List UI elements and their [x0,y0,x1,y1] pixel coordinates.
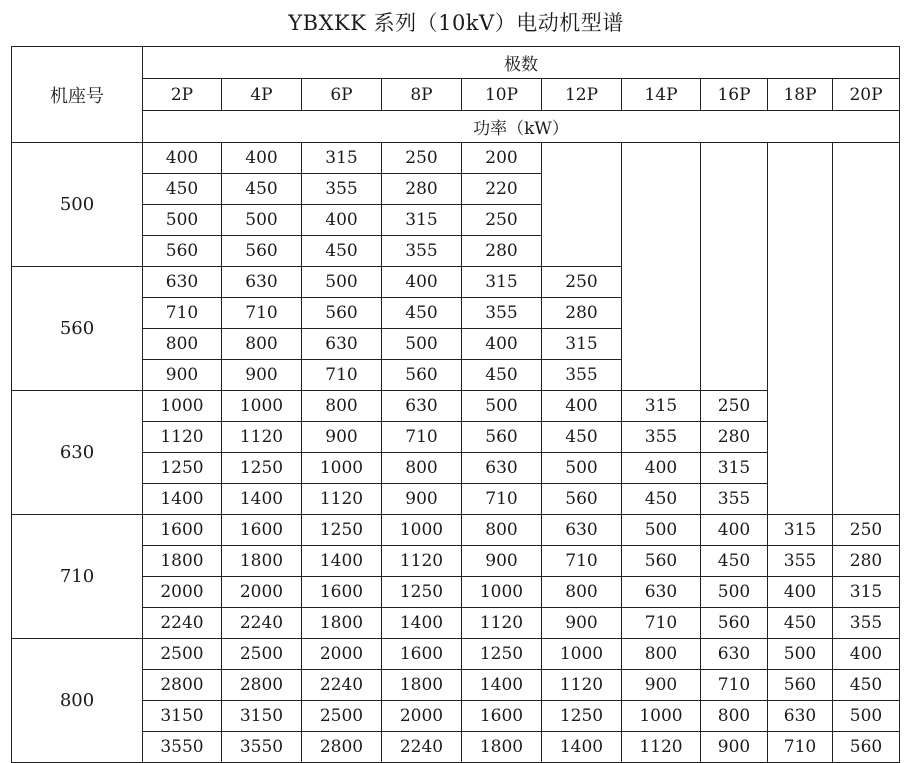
power-value-cell: 2240 [143,608,222,639]
power-value-cell: 1400 [222,484,302,515]
power-value-cell: 355 [462,298,542,329]
empty-cell [542,174,622,205]
power-value-cell: 1000 [462,577,542,608]
power-value-cell: 280 [833,546,900,577]
empty-cell [833,329,900,360]
pole-header-18p: 18P [768,79,833,111]
empty-cell [768,484,833,515]
pole-header-20p: 20P [833,79,900,111]
power-value-cell: 710 [222,298,302,329]
pole-header-8p: 8P [382,79,462,111]
table-row [12,484,900,515]
power-value-cell: 315 [768,515,833,546]
power-value-cell: 450 [143,174,222,205]
header-row-poles [12,79,900,111]
power-value-cell: 500 [143,205,222,236]
pole-header-14p: 14P [622,79,701,111]
power-value-cell: 800 [701,701,768,732]
power-value-cell: 315 [701,453,768,484]
power-value-cell: 315 [382,205,462,236]
table-row [12,360,900,391]
power-value-cell: 315 [542,329,622,360]
power-value-cell: 710 [768,732,833,763]
power-value-cell: 1400 [302,546,382,577]
power-value-cell: 800 [302,391,382,422]
power-value-cell: 2240 [382,732,462,763]
empty-cell [622,267,701,298]
power-value-cell: 1600 [222,515,302,546]
power-value-cell: 315 [302,143,382,174]
empty-cell [833,205,900,236]
power-value-cell: 1120 [542,670,622,701]
power-value-cell: 710 [462,484,542,515]
power-value-cell: 1000 [382,515,462,546]
power-value-cell: 220 [462,174,542,205]
empty-cell [701,298,768,329]
empty-cell [701,174,768,205]
power-value-cell: 630 [768,701,833,732]
power-value-cell: 560 [143,236,222,267]
empty-cell [768,205,833,236]
power-value-cell: 560 [462,422,542,453]
poles-header: 极数 [143,47,900,79]
empty-cell [768,174,833,205]
power-value-cell: 250 [382,143,462,174]
power-value-cell: 1250 [462,639,542,670]
power-value-cell: 3150 [222,701,302,732]
table-row [12,453,900,484]
power-value-cell: 560 [768,670,833,701]
empty-cell [768,360,833,391]
power-value-cell: 2500 [143,639,222,670]
power-value-cell: 1120 [462,608,542,639]
power-value-cell: 900 [462,546,542,577]
empty-cell [833,298,900,329]
power-value-cell: 315 [462,267,542,298]
power-value-cell: 500 [701,577,768,608]
empty-cell [833,360,900,391]
power-value-cell: 1800 [222,546,302,577]
power-value-cell: 500 [302,267,382,298]
empty-cell [622,174,701,205]
header-row-power-label [12,111,900,143]
table-row [12,329,900,360]
power-value-cell: 900 [382,484,462,515]
empty-cell [622,360,701,391]
power-value-cell: 710 [382,422,462,453]
power-value-cell: 1000 [542,639,622,670]
power-value-cell: 1400 [462,670,542,701]
power-value-cell: 400 [768,577,833,608]
power-unit-header: 功率（kW） [143,111,900,143]
power-value-cell: 2000 [143,577,222,608]
empty-cell [768,391,833,422]
pole-header-2p: 2P [143,79,222,111]
frame-number-cell: 800 [12,639,143,763]
power-value-cell: 500 [768,639,833,670]
power-value-cell: 400 [622,453,701,484]
power-value-cell: 450 [768,608,833,639]
power-value-cell: 2500 [222,639,302,670]
table-row [12,639,900,670]
empty-cell [833,267,900,298]
power-value-cell: 355 [302,174,382,205]
power-value-cell: 900 [222,360,302,391]
power-value-cell: 800 [622,639,701,670]
empty-cell [622,236,701,267]
power-value-cell: 400 [222,143,302,174]
power-value-cell: 250 [701,391,768,422]
power-value-cell: 1800 [382,670,462,701]
power-value-cell: 630 [222,267,302,298]
power-value-cell: 400 [302,205,382,236]
power-value-cell: 630 [382,391,462,422]
power-value-cell: 200 [462,143,542,174]
power-value-cell: 280 [462,236,542,267]
power-value-cell: 630 [143,267,222,298]
power-value-cell: 800 [222,329,302,360]
power-value-cell: 1800 [302,608,382,639]
empty-cell [701,143,768,174]
power-value-cell: 1000 [143,391,222,422]
power-value-cell: 560 [701,608,768,639]
power-value-cell: 2800 [143,670,222,701]
frame-number-cell: 560 [12,267,143,391]
power-value-cell: 400 [462,329,542,360]
empty-cell [833,236,900,267]
power-value-cell: 315 [833,577,900,608]
power-value-cell: 630 [622,577,701,608]
power-value-cell: 560 [222,236,302,267]
power-value-cell: 800 [542,577,622,608]
pole-header-12p: 12P [542,79,622,111]
power-value-cell: 500 [382,329,462,360]
power-value-cell: 800 [462,515,542,546]
power-value-cell: 450 [222,174,302,205]
power-value-cell: 450 [462,360,542,391]
power-value-cell: 900 [542,608,622,639]
power-value-cell: 1600 [302,577,382,608]
power-value-cell: 1250 [302,515,382,546]
power-value-cell: 630 [302,329,382,360]
power-value-cell: 800 [382,453,462,484]
empty-cell [833,391,900,422]
power-value-cell: 1400 [542,732,622,763]
table-row [12,236,900,267]
power-value-cell: 2000 [222,577,302,608]
table-row [12,515,900,546]
power-value-cell: 630 [701,639,768,670]
table-row [12,174,900,205]
frame-number-header: 机座号 [12,47,143,143]
empty-cell [833,453,900,484]
pole-header-16p: 16P [701,79,768,111]
power-value-cell: 1250 [382,577,462,608]
power-value-cell: 1120 [222,422,302,453]
power-value-cell: 1120 [302,484,382,515]
power-value-cell: 450 [833,670,900,701]
table-row [12,143,900,174]
empty-cell [542,205,622,236]
power-value-cell: 2000 [302,639,382,670]
empty-cell [622,298,701,329]
power-value-cell: 500 [542,453,622,484]
power-value-cell: 900 [143,360,222,391]
power-value-cell: 450 [302,236,382,267]
power-value-cell: 1600 [462,701,542,732]
power-value-cell: 3150 [143,701,222,732]
pole-header-4p: 4P [222,79,302,111]
table-row [12,608,900,639]
table-row [12,391,900,422]
table-row [12,670,900,701]
table-row [12,267,900,298]
power-value-cell: 500 [622,515,701,546]
empty-cell [768,329,833,360]
power-value-cell: 710 [622,608,701,639]
document-title: YBXKK 系列（10kV）电动机型谱 [288,11,624,35]
power-value-cell: 560 [302,298,382,329]
power-value-cell: 1000 [622,701,701,732]
power-value-cell: 500 [462,391,542,422]
empty-cell [768,236,833,267]
power-value-cell: 2240 [222,608,302,639]
power-value-cell: 2800 [302,732,382,763]
power-value-cell: 250 [462,205,542,236]
power-value-cell: 710 [302,360,382,391]
empty-cell [768,298,833,329]
power-value-cell: 2800 [222,670,302,701]
frame-number-cell: 500 [12,143,143,267]
power-value-cell: 900 [622,670,701,701]
empty-cell [768,267,833,298]
table-row [12,422,900,453]
power-value-cell: 900 [302,422,382,453]
power-value-cell: 400 [833,639,900,670]
empty-cell [622,143,701,174]
power-value-cell: 355 [701,484,768,515]
power-value-cell: 280 [382,174,462,205]
header-row-poles-label [12,47,900,79]
power-value-cell: 710 [542,546,622,577]
power-value-cell: 1000 [222,391,302,422]
power-value-cell: 250 [542,267,622,298]
empty-cell [768,422,833,453]
power-value-cell: 500 [833,701,900,732]
power-value-cell: 355 [382,236,462,267]
empty-cell [701,329,768,360]
power-value-cell: 1400 [382,608,462,639]
power-value-cell: 630 [542,515,622,546]
power-value-cell: 1800 [143,546,222,577]
power-value-cell: 560 [622,546,701,577]
power-value-cell: 710 [701,670,768,701]
power-value-cell: 355 [833,608,900,639]
empty-cell [542,236,622,267]
table-row [12,205,900,236]
power-value-cell: 1800 [462,732,542,763]
empty-cell [622,329,701,360]
power-value-cell: 315 [622,391,701,422]
power-value-cell: 500 [222,205,302,236]
empty-cell [833,484,900,515]
power-value-cell: 900 [701,732,768,763]
table-row [12,577,900,608]
power-value-cell: 560 [382,360,462,391]
power-value-cell: 1120 [143,422,222,453]
power-value-cell: 800 [143,329,222,360]
table-row [12,546,900,577]
empty-cell [701,236,768,267]
power-value-cell: 1400 [143,484,222,515]
power-value-cell: 2000 [382,701,462,732]
empty-cell [768,143,833,174]
power-value-cell: 1000 [302,453,382,484]
power-value-cell: 560 [833,732,900,763]
power-value-cell: 400 [701,515,768,546]
power-value-cell: 3550 [143,732,222,763]
power-value-cell: 400 [143,143,222,174]
power-value-cell: 3550 [222,732,302,763]
power-value-cell: 1120 [382,546,462,577]
empty-cell [768,453,833,484]
empty-cell [622,205,701,236]
power-value-cell: 2500 [302,701,382,732]
power-value-cell: 630 [462,453,542,484]
power-value-cell: 450 [382,298,462,329]
pole-header-6p: 6P [302,79,382,111]
frame-number-cell: 710 [12,515,143,639]
frame-number-cell: 630 [12,391,143,515]
power-value-cell: 400 [382,267,462,298]
empty-cell [833,422,900,453]
power-value-cell: 1250 [222,453,302,484]
power-value-cell: 450 [701,546,768,577]
empty-cell [542,143,622,174]
power-value-cell: 355 [768,546,833,577]
pole-header-10p: 10P [462,79,542,111]
power-value-cell: 1600 [143,515,222,546]
power-value-cell: 250 [833,515,900,546]
power-value-cell: 400 [542,391,622,422]
power-value-cell: 560 [542,484,622,515]
power-value-cell: 280 [542,298,622,329]
empty-cell [833,143,900,174]
power-value-cell: 280 [701,422,768,453]
power-value-cell: 1120 [622,732,701,763]
motor-spec-table [11,46,900,763]
power-value-cell: 1250 [542,701,622,732]
empty-cell [833,174,900,205]
power-value-cell: 355 [542,360,622,391]
power-value-cell: 450 [542,422,622,453]
empty-cell [701,267,768,298]
empty-cell [701,205,768,236]
power-value-cell: 1600 [382,639,462,670]
empty-cell [701,360,768,391]
power-value-cell: 1250 [143,453,222,484]
power-value-cell: 355 [622,422,701,453]
power-value-cell: 450 [622,484,701,515]
power-value-cell: 2240 [302,670,382,701]
table-row [12,298,900,329]
table-row [12,701,900,732]
power-value-cell: 710 [143,298,222,329]
